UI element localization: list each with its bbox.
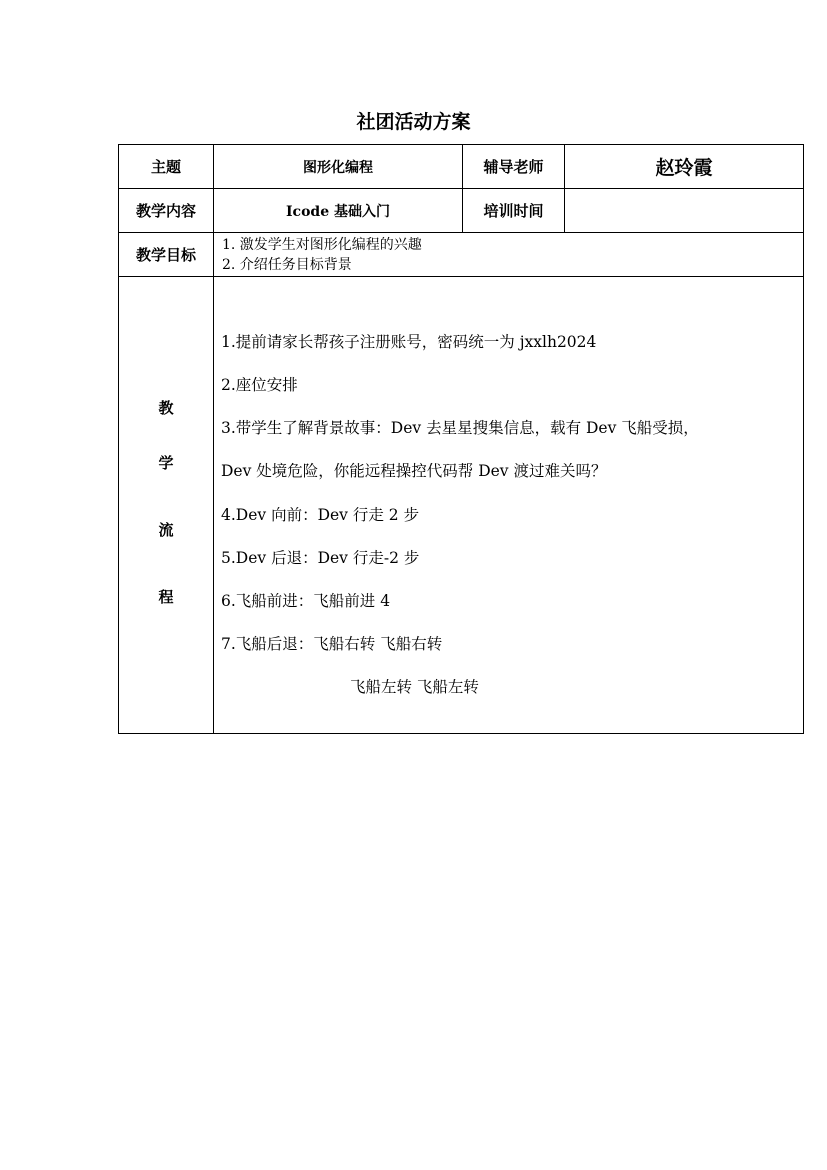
flow-step: 6.飞船前进：飞船前进 4: [221, 592, 391, 610]
teacher-label: 辅导老师: [463, 145, 565, 189]
teacher-value: 赵玲霞: [565, 145, 804, 189]
content-value: Icode 基础入门: [214, 189, 463, 233]
plan-table: [118, 144, 804, 734]
flow-step: 4.Dev 向前：Dev 行走 2 步: [221, 506, 420, 524]
flow-label-char: 学: [158, 454, 174, 472]
flow-label-char: 教: [158, 399, 174, 417]
topic-label: 主题: [119, 145, 214, 189]
row-goals: [119, 233, 804, 277]
row-flow: [119, 277, 804, 734]
time-value: [565, 189, 804, 233]
flow-step: 5.Dev 后退：Dev 行走-2 步: [221, 549, 420, 567]
flow-label-char: 流: [158, 521, 174, 539]
topic-value: 图形化编程: [214, 145, 463, 189]
page-title: 社团活动方案: [356, 111, 471, 133]
flow-step: 飞船左转 飞船左转: [350, 678, 479, 696]
goal-item: 2. 介绍任务目标背景: [222, 257, 352, 273]
goals-label: 教学目标: [119, 233, 214, 277]
flow-step: 1.提前请家长帮孩子注册账号，密码统一为 jxxlh2024: [221, 333, 597, 351]
row-topic: [119, 145, 804, 189]
flow-label: [119, 277, 214, 734]
row-content: [119, 189, 804, 233]
flow-step: 7.飞船后退：飞船右转 飞船右转: [221, 635, 443, 653]
flow-step: 2.座位安排: [221, 376, 298, 394]
goals-cell: [214, 233, 804, 277]
flow-label-char: 程: [158, 588, 174, 606]
content-label: 教学内容: [119, 189, 214, 233]
goal-item: 1. 激发学生对图形化编程的兴趣: [222, 237, 422, 253]
flow-step: 3.带学生了解背景故事：Dev 去星星搜集信息，载有 Dev 飞船受损，: [221, 419, 699, 437]
time-label: 培训时间: [463, 189, 565, 233]
flow-step: Dev 处境危险，你能远程操控代码帮 Dev 渡过难关吗？: [221, 462, 607, 480]
flow-body: [214, 277, 804, 734]
